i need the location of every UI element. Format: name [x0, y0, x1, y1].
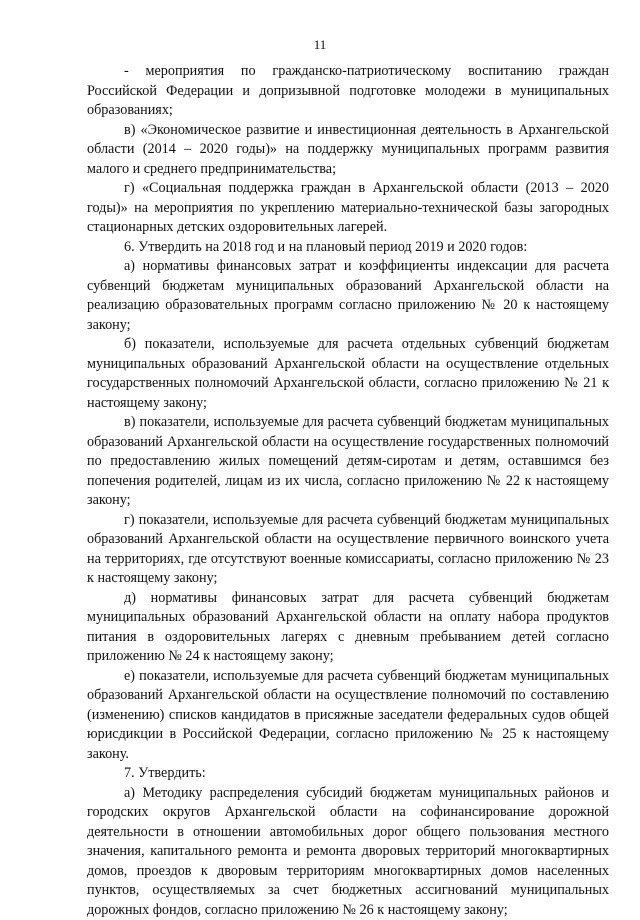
paragraph-6e: е) показатели, используемые для расчета субвенций бюджетам муниципальных образований Архангельской области на осуществление полномочий по составлению (изменению) списков кандидатов в присяжные заседатели федеральных судов общей юрисдикции в Российской Федерации, согласно приложению № 25 к настоящему закону. [87, 667, 609, 765]
page-number: 11 [0, 37, 640, 53]
paragraph-6g: г) показатели, используемые для расчета субвенций бюджетам муниципальных образований Архангельской области на осуществление первичного воинского учета на территориях, где отсутствуют военные комиссариаты, согласно приложению № 23 к настоящему закону; [87, 511, 609, 589]
paragraph-6b: б) показатели, используемые для расчета отдельных субвенций бюджетам муниципальных образований Архангельской области на осуществление отдельных государственных полномочий Архангельской области, согласно приложению № 21 к настоящему закону; [87, 335, 609, 413]
paragraph-economic-development: в) «Экономическое развитие и инвестиционная деятельность в Архангельской области (2014 – 2020 годы)» на поддержку муниципальных программ развития малого и среднего предпринимательства; [87, 121, 609, 180]
document-body [87, 62, 609, 920]
paragraph-civic-education: - мероприятия по гражданско-патриотическому воспитанию граждан Российской Федерации и допризывной подготовке молодежи в муниципальных образованиях; [87, 62, 609, 121]
paragraph-6v: в) показатели, используемые для расчета субвенций бюджетам муниципальных образований Архангельской области на осуществление государственных полномочий по предоставлению жилых помещений детям-сиротам и детям, оставшимся без попечения родителей, лицам из их числа, согласно приложению № 22 к настоящему закону; [87, 413, 609, 511]
paragraph-6d: д) нормативы финансовых затрат для расчета субвенций бюджетам муниципальных образований Архангельской области на оплату набора продуктов питания в оздоровительных лагерях с дневным пребыванием детей согласно приложению № 24 к настоящему закону; [87, 589, 609, 667]
paragraph-6a: а) нормативы финансовых затрат и коэффициенты индексации для расчета субвенций бюджетам муниципальных образований Архангельской области на реализацию образовательных программ согласно приложению № 20 к настоящему закону; [87, 257, 609, 335]
paragraph-section-7: 7. Утвердить: [87, 764, 609, 784]
paragraph-section-6: 6. Утвердить на 2018 год и на плановый период 2019 и 2020 годов: [87, 238, 609, 258]
paragraph-7a: а) Методику распределения субсидий бюджетам муниципальных районов и городских округов Архангельской области на софинансирование дорожной деятельности в отношении автомобильных дорог общего пользования местного значения, капитального ремонта и ремонта дворовых территорий многоквартирных домов, проездов к дворовым территориям многоквартирных домов населенных пунктов, осуществляемых за счет бюджетных ассигнований муниципальных дорожных фондов, согласно приложению № 26 к настоящему закону; [87, 784, 609, 920]
paragraph-social-support: г) «Социальная поддержка граждан в Архангельской области (2013 – 2020 годы)» на мероприятия по укреплению материально-технической базы загородных стационарных детских оздоровительных лагерей. [87, 179, 609, 238]
